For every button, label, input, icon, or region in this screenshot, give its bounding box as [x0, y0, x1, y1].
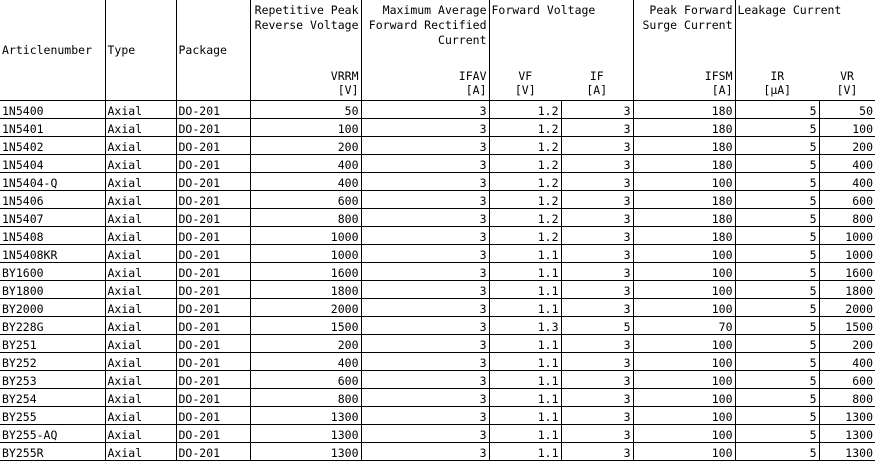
cell-ifsm: 100 [633, 172, 735, 190]
cell-if: 3 [561, 118, 633, 136]
cell-if: 3 [561, 406, 633, 424]
cell-ifsm: 180 [633, 190, 735, 208]
cell-vrrm: 800 [250, 388, 361, 406]
table-row [0, 442, 875, 460]
cell-vf: 1.2 [489, 208, 561, 226]
cell-article: 1N5402 [0, 136, 105, 154]
cell-type: Axial [105, 370, 176, 388]
cell-if: 3 [561, 154, 633, 172]
header-vrrm-title: Repetitive Peak Reverse Voltage [250, 0, 361, 60]
cell-if: 3 [561, 136, 633, 154]
cell-ir: 5 [735, 370, 819, 388]
cell-ifav: 3 [361, 172, 489, 190]
table-row [0, 424, 875, 442]
cell-ir: 5 [735, 406, 819, 424]
cell-vf: 1.1 [489, 424, 561, 442]
table-row [0, 136, 875, 154]
cell-ir: 5 [735, 226, 819, 244]
cell-ifav: 3 [361, 208, 489, 226]
cell-vrrm: 1300 [250, 424, 361, 442]
ifav-unit: [A] [465, 82, 487, 97]
cell-ifav: 3 [361, 370, 489, 388]
table-row [0, 298, 875, 316]
cell-package: DO-201 [176, 352, 250, 370]
cell-vrrm: 1500 [250, 316, 361, 334]
cell-ir: 5 [735, 280, 819, 298]
cell-type: Axial [105, 280, 176, 298]
vf-unit: [V] [514, 82, 536, 97]
cell-ifav: 3 [361, 424, 489, 442]
cell-ir: 5 [735, 190, 819, 208]
cell-article: BY251 [0, 334, 105, 352]
cell-ifav: 3 [361, 316, 489, 334]
cell-package: DO-201 [176, 298, 250, 316]
header-type: Type [105, 0, 176, 100]
cell-vr: 800 [819, 388, 875, 406]
cell-vr: 200 [819, 334, 875, 352]
cell-vr: 400 [819, 352, 875, 370]
cell-ifav: 3 [361, 118, 489, 136]
cell-type: Axial [105, 424, 176, 442]
header-ifsm-symbol [633, 60, 735, 100]
table-row [0, 172, 875, 190]
table-row [0, 154, 875, 172]
cell-ifsm: 100 [633, 280, 735, 298]
cell-ir: 5 [735, 118, 819, 136]
cell-vrrm: 800 [250, 208, 361, 226]
cell-vr: 1600 [819, 262, 875, 280]
cell-article: BY255 [0, 406, 105, 424]
cell-ir: 5 [735, 100, 819, 118]
cell-ir: 5 [735, 352, 819, 370]
cell-type: Axial [105, 118, 176, 136]
cell-ifsm: 180 [633, 136, 735, 154]
table-row [0, 226, 875, 244]
if-unit: [A] [586, 82, 608, 97]
cell-type: Axial [105, 298, 176, 316]
cell-vr: 1800 [819, 280, 875, 298]
cell-vf: 1.1 [489, 298, 561, 316]
cell-vf: 1.3 [489, 316, 561, 334]
ifsm-unit: [A] [711, 82, 733, 97]
cell-vf: 1.1 [489, 262, 561, 280]
cell-if: 3 [561, 388, 633, 406]
cell-ifsm: 100 [633, 442, 735, 460]
cell-if: 3 [561, 298, 633, 316]
cell-ir: 5 [735, 244, 819, 262]
cell-ifav: 3 [361, 226, 489, 244]
cell-type: Axial [105, 388, 176, 406]
cell-article: 1N5408KR [0, 244, 105, 262]
cell-article: BY254 [0, 388, 105, 406]
cell-article: BY2000 [0, 298, 105, 316]
cell-ifsm: 70 [633, 316, 735, 334]
cell-package: DO-201 [176, 424, 250, 442]
table-row [0, 208, 875, 226]
cell-vf: 1.2 [489, 172, 561, 190]
cell-vrrm: 600 [250, 370, 361, 388]
cell-ifsm: 100 [633, 334, 735, 352]
cell-type: Axial [105, 262, 176, 280]
cell-vr: 2000 [819, 298, 875, 316]
cell-ifav: 3 [361, 100, 489, 118]
header-package: Package [176, 0, 250, 100]
cell-vf: 1.1 [489, 352, 561, 370]
cell-ir: 5 [735, 442, 819, 460]
cell-type: Axial [105, 172, 176, 190]
cell-if: 5 [561, 316, 633, 334]
cell-vrrm: 200 [250, 136, 361, 154]
cell-vr: 200 [819, 136, 875, 154]
cell-package: DO-201 [176, 172, 250, 190]
cell-vrrm: 50 [250, 100, 361, 118]
cell-package: DO-201 [176, 280, 250, 298]
cell-vf: 1.1 [489, 334, 561, 352]
cell-if: 3 [561, 334, 633, 352]
ir-symbol: IR [770, 68, 785, 83]
cell-vrrm: 400 [250, 172, 361, 190]
cell-if: 3 [561, 370, 633, 388]
cell-ifsm: 100 [633, 244, 735, 262]
cell-ifav: 3 [361, 190, 489, 208]
header-vrrm-symbol [250, 60, 361, 100]
table-row [0, 316, 875, 334]
table-body [0, 100, 875, 460]
table-row [0, 262, 875, 280]
cell-vrrm: 200 [250, 334, 361, 352]
vrrm-unit: [V] [337, 82, 359, 97]
cell-article: BY1600 [0, 262, 105, 280]
table-row [0, 352, 875, 370]
cell-type: Axial [105, 334, 176, 352]
cell-ir: 5 [735, 334, 819, 352]
cell-if: 3 [561, 262, 633, 280]
ifav-symbol: IFAV [458, 68, 487, 83]
cell-vr: 1300 [819, 442, 875, 460]
cell-vf: 1.1 [489, 370, 561, 388]
header-if-symbol [561, 60, 633, 100]
ir-unit: [µA] [763, 82, 792, 97]
cell-vf: 1.2 [489, 154, 561, 172]
cell-ifav: 3 [361, 280, 489, 298]
cell-article: 1N5407 [0, 208, 105, 226]
cell-if: 3 [561, 100, 633, 118]
header-forward-voltage-title: Forward Voltage [489, 0, 633, 60]
vf-symbol: VF [518, 68, 533, 83]
cell-ifav: 3 [361, 442, 489, 460]
cell-article: BY1800 [0, 280, 105, 298]
cell-ifsm: 180 [633, 100, 735, 118]
table-row [0, 280, 875, 298]
cell-if: 3 [561, 280, 633, 298]
cell-if: 3 [561, 442, 633, 460]
cell-article: BY228G [0, 316, 105, 334]
cell-article: 1N5408 [0, 226, 105, 244]
cell-vf: 1.1 [489, 280, 561, 298]
cell-package: DO-201 [176, 388, 250, 406]
cell-ir: 5 [735, 136, 819, 154]
cell-if: 3 [561, 190, 633, 208]
cell-vr: 50 [819, 100, 875, 118]
cell-vrrm: 1300 [250, 406, 361, 424]
cell-ifsm: 100 [633, 424, 735, 442]
cell-vf: 1.1 [489, 442, 561, 460]
ifsm-symbol: IFSM [704, 68, 733, 83]
cell-article: 1N5404-Q [0, 172, 105, 190]
cell-ifav: 3 [361, 388, 489, 406]
cell-vrrm: 1600 [250, 262, 361, 280]
cell-article: BY253 [0, 370, 105, 388]
cell-ir: 5 [735, 262, 819, 280]
header-ir-symbol [735, 60, 819, 100]
cell-article: 1N5404 [0, 154, 105, 172]
header-row-titles [0, 0, 875, 60]
cell-if: 3 [561, 244, 633, 262]
cell-package: DO-201 [176, 442, 250, 460]
cell-package: DO-201 [176, 316, 250, 334]
cell-package: DO-201 [176, 208, 250, 226]
cell-ifsm: 180 [633, 208, 735, 226]
cell-vrrm: 1300 [250, 442, 361, 460]
cell-type: Axial [105, 136, 176, 154]
cell-ifav: 3 [361, 136, 489, 154]
cell-package: DO-201 [176, 244, 250, 262]
cell-ifav: 3 [361, 334, 489, 352]
header-vf-symbol [489, 60, 561, 100]
cell-vf: 1.1 [489, 406, 561, 424]
cell-ir: 5 [735, 172, 819, 190]
cell-vf: 1.2 [489, 100, 561, 118]
cell-vrrm: 400 [250, 154, 361, 172]
cell-vr: 1000 [819, 226, 875, 244]
cell-package: DO-201 [176, 136, 250, 154]
cell-if: 3 [561, 352, 633, 370]
cell-ifav: 3 [361, 298, 489, 316]
cell-vr: 400 [819, 172, 875, 190]
header-ifav-symbol [361, 60, 489, 100]
table-row [0, 334, 875, 352]
cell-package: DO-201 [176, 118, 250, 136]
cell-ir: 5 [735, 154, 819, 172]
cell-vf: 1.2 [489, 136, 561, 154]
cell-type: Axial [105, 154, 176, 172]
cell-article: 1N5401 [0, 118, 105, 136]
cell-if: 3 [561, 172, 633, 190]
cell-ifsm: 100 [633, 406, 735, 424]
vr-symbol: VR [840, 68, 854, 83]
header-ifsm-title: Peak Forward Surge Current [633, 0, 735, 60]
cell-vr: 1300 [819, 406, 875, 424]
cell-vr: 600 [819, 190, 875, 208]
cell-article: 1N5406 [0, 190, 105, 208]
cell-if: 3 [561, 424, 633, 442]
cell-package: DO-201 [176, 190, 250, 208]
cell-vr: 1000 [819, 244, 875, 262]
cell-if: 3 [561, 226, 633, 244]
cell-ifsm: 100 [633, 388, 735, 406]
table-row [0, 190, 875, 208]
cell-vrrm: 1000 [250, 244, 361, 262]
cell-ifsm: 180 [633, 226, 735, 244]
cell-vrrm: 400 [250, 352, 361, 370]
header-articlenumber: Articlenumber [0, 0, 105, 100]
cell-vf: 1.2 [489, 118, 561, 136]
cell-type: Axial [105, 244, 176, 262]
cell-article: BY252 [0, 352, 105, 370]
cell-ifsm: 100 [633, 370, 735, 388]
header-leakage-title: Leakage Current [735, 0, 875, 60]
cell-type: Axial [105, 100, 176, 118]
cell-vrrm: 100 [250, 118, 361, 136]
cell-type: Axial [105, 316, 176, 334]
header-ifav-title: Maximum Average Forward Rectified Current [361, 0, 489, 60]
cell-package: DO-201 [176, 100, 250, 118]
cell-ifav: 3 [361, 262, 489, 280]
cell-package: DO-201 [176, 334, 250, 352]
cell-article: BY255-AQ [0, 424, 105, 442]
cell-type: Axial [105, 190, 176, 208]
cell-vrrm: 600 [250, 190, 361, 208]
cell-article: 1N5400 [0, 100, 105, 118]
cell-vr: 400 [819, 154, 875, 172]
table-row [0, 118, 875, 136]
cell-vr: 1300 [819, 424, 875, 442]
cell-ifsm: 100 [633, 262, 735, 280]
cell-vf: 1.2 [489, 190, 561, 208]
vr-unit: [V] [836, 82, 858, 97]
if-symbol: IF [589, 68, 604, 83]
cell-type: Axial [105, 352, 176, 370]
cell-vf: 1.1 [489, 244, 561, 262]
cell-ir: 5 [735, 208, 819, 226]
header-vr-symbol [819, 60, 875, 100]
table-row [0, 370, 875, 388]
table-row [0, 100, 875, 118]
cell-ifsm: 100 [633, 298, 735, 316]
cell-type: Axial [105, 442, 176, 460]
cell-if: 3 [561, 208, 633, 226]
cell-package: DO-201 [176, 226, 250, 244]
cell-vr: 1500 [819, 316, 875, 334]
cell-ifsm: 100 [633, 352, 735, 370]
cell-type: Axial [105, 208, 176, 226]
cell-ifav: 3 [361, 406, 489, 424]
cell-article: BY255R [0, 442, 105, 460]
cell-ifav: 3 [361, 352, 489, 370]
vrrm-symbol: VRRM [330, 68, 359, 83]
cell-vrrm: 2000 [250, 298, 361, 316]
cell-type: Axial [105, 226, 176, 244]
table-row [0, 244, 875, 262]
cell-package: DO-201 [176, 370, 250, 388]
cell-type: Axial [105, 406, 176, 424]
table-row [0, 406, 875, 424]
cell-ir: 5 [735, 316, 819, 334]
cell-ifav: 3 [361, 244, 489, 262]
cell-vf: 1.1 [489, 388, 561, 406]
cell-vr: 100 [819, 118, 875, 136]
cell-package: DO-201 [176, 154, 250, 172]
cell-ir: 5 [735, 298, 819, 316]
cell-package: DO-201 [176, 262, 250, 280]
cell-ifsm: 180 [633, 118, 735, 136]
cell-ir: 5 [735, 388, 819, 406]
cell-vrrm: 1000 [250, 226, 361, 244]
cell-vf: 1.2 [489, 226, 561, 244]
cell-vr: 800 [819, 208, 875, 226]
cell-ifsm: 180 [633, 154, 735, 172]
cell-vr: 600 [819, 370, 875, 388]
cell-package: DO-201 [176, 406, 250, 424]
cell-ifav: 3 [361, 154, 489, 172]
cell-ir: 5 [735, 424, 819, 442]
cell-vrrm: 1800 [250, 280, 361, 298]
table-row [0, 388, 875, 406]
